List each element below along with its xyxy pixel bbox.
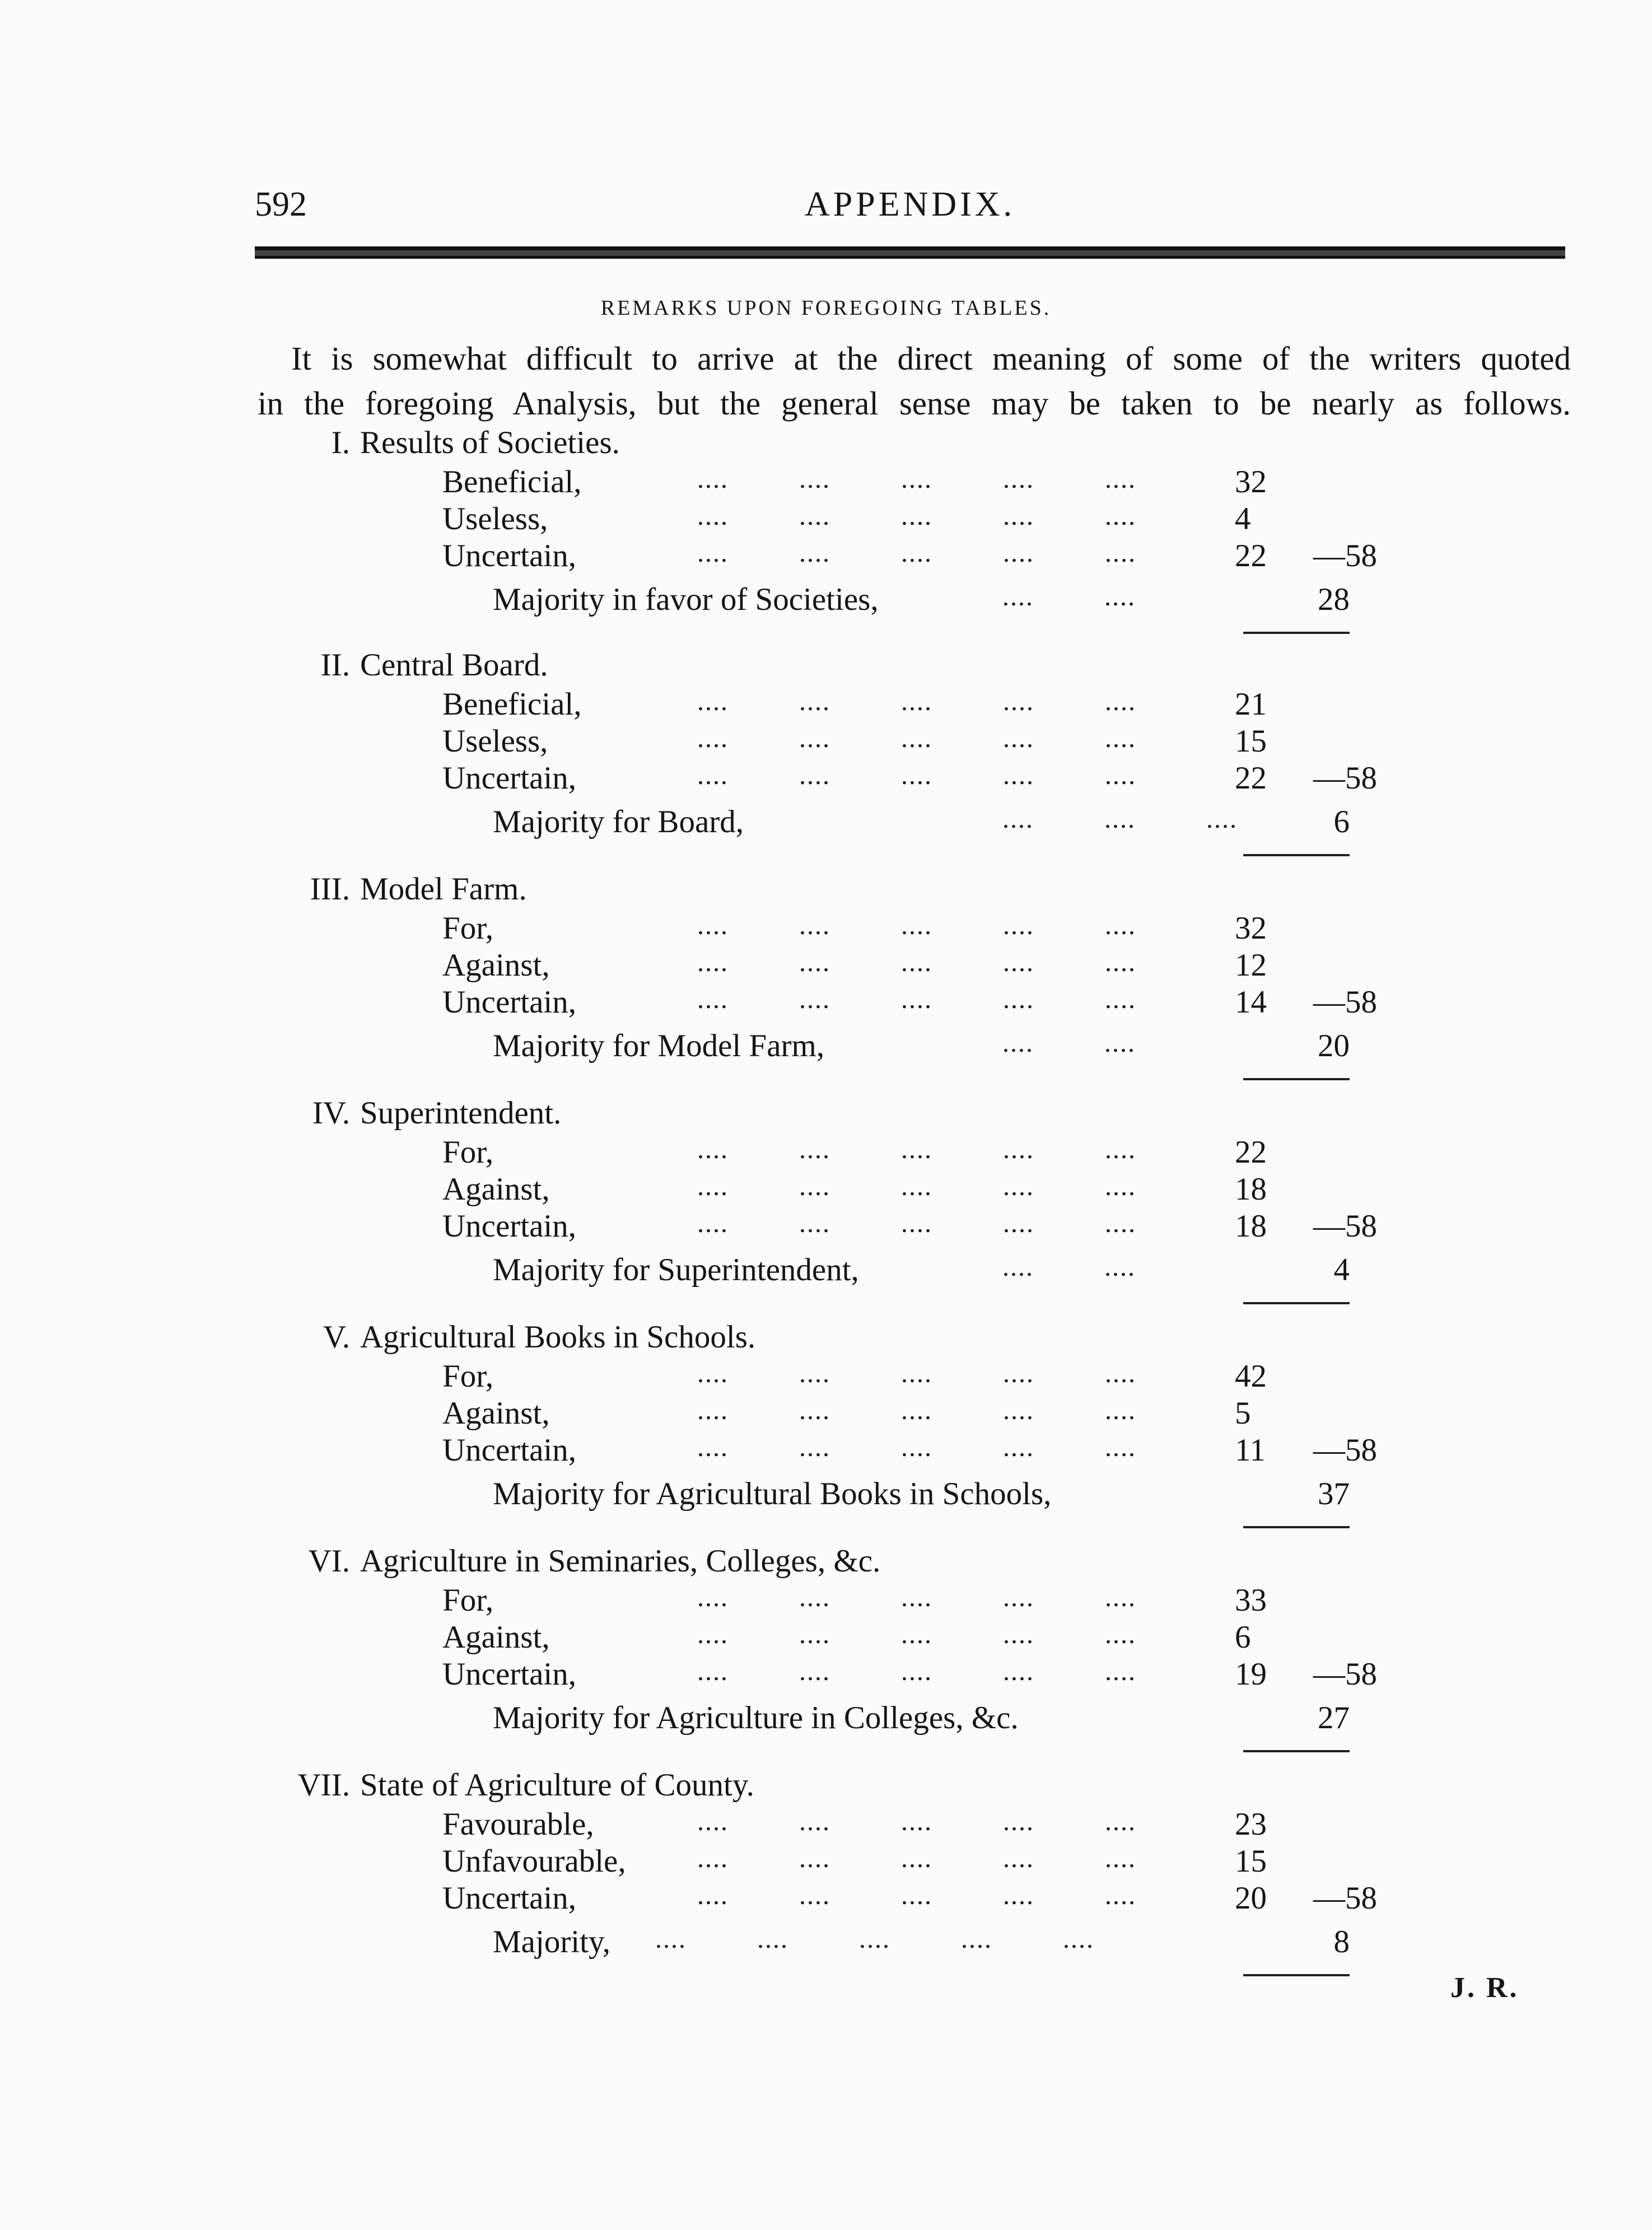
tally-label: For, [442, 1359, 494, 1394]
intro-line-2: in the foregoing Analysis, but the general sense may be taken to be nearly as follows. [258, 385, 1571, 422]
leader-dots: .... .... .... .... .... [697, 1844, 1136, 1873]
tally-value: 14 [1235, 985, 1267, 1020]
leader-dots: .... .... .... .... .... [697, 948, 1136, 977]
tally-label: Against, [442, 1620, 550, 1655]
tally-value: 22 [1235, 538, 1267, 573]
majority-value: 4 [1333, 1252, 1350, 1287]
tally-label: Beneficial, [442, 687, 582, 722]
leader-dots: .... .... .... .... .... [697, 501, 1136, 531]
intro-paragraph [258, 336, 1571, 426]
group-heading [255, 1095, 561, 1131]
majority-value: 27 [1318, 1700, 1350, 1736]
total-rule [1243, 854, 1350, 856]
group-heading [255, 647, 548, 683]
total-rule [1243, 1526, 1350, 1528]
tally-label: Against, [442, 1396, 550, 1431]
leader-dots: .... .... .... .... .... [697, 687, 1136, 716]
tally-row [0, 910, 1652, 950]
tally-value: 23 [1235, 1807, 1267, 1842]
header-rule [255, 246, 1565, 259]
tally-label: Favourable, [442, 1807, 594, 1842]
tally-value: 5 [1235, 1396, 1251, 1431]
tally-row [0, 464, 1652, 504]
tally-value: 33 [1235, 1583, 1267, 1618]
tally-value: 21 [1235, 687, 1267, 722]
majority-row [0, 1924, 1652, 1964]
leader-dots: .... .... .... .... .... [697, 1433, 1136, 1462]
tally-row [0, 1208, 1652, 1248]
majority-row [0, 1252, 1652, 1292]
leader-dots: .... .... .... .... .... [697, 1172, 1136, 1201]
total-rule [1243, 632, 1350, 634]
page-header [255, 185, 1565, 241]
tally-value: 18 [1235, 1209, 1267, 1244]
leader-dots: .... .... .... .... .... [697, 1881, 1136, 1910]
majority-label: Majority for Agriculture in Colleges, &c. [493, 1700, 1019, 1736]
tally-value: 6 [1235, 1620, 1251, 1655]
page-number: 592 [255, 185, 307, 223]
leader-dots: .... .... [1002, 1028, 1136, 1058]
leader-dots: .... .... .... .... .... [697, 464, 1136, 494]
tally-row [0, 1171, 1652, 1211]
leader-dots: .... .... .... .... .... [697, 761, 1136, 790]
tally-total: —58 [1313, 985, 1377, 1020]
tally-row [0, 984, 1652, 1024]
group-title: Model Farm. [360, 871, 527, 907]
tally-row [0, 1582, 1652, 1622]
leader-dots: .... .... .... [1002, 804, 1238, 834]
tally-total: —58 [1313, 538, 1377, 573]
total-rule [1243, 1974, 1350, 1976]
leader-dots: .... .... .... .... .... [697, 1396, 1136, 1425]
tally-row [0, 686, 1652, 726]
leader-dots: .... .... .... .... .... [697, 1359, 1136, 1388]
leader-dots: .... .... .... .... .... [697, 538, 1136, 568]
tally-row [0, 1843, 1652, 1883]
tally-value: 22 [1235, 761, 1267, 796]
tally-total: —58 [1313, 761, 1377, 796]
leader-dots: .... .... [1002, 582, 1136, 612]
tally-label: Unfavourable, [442, 1844, 626, 1879]
majority-label: Majority for Superintendent, [493, 1252, 859, 1287]
majority-label: Majority, [493, 1924, 611, 1960]
majority-value: 8 [1333, 1924, 1350, 1960]
group-numeral: V. [323, 1319, 350, 1355]
tally-total: —58 [1313, 1433, 1377, 1468]
tally-label: Uncertain, [442, 538, 576, 573]
tally-value: 42 [1235, 1359, 1267, 1394]
majority-row [0, 1700, 1652, 1740]
tally-label: Useless, [442, 724, 548, 759]
majority-row [0, 804, 1652, 844]
group-title: Agricultural Books in Schools. [360, 1319, 756, 1355]
group-title: Results of Societies. [360, 425, 620, 460]
tally-value: 19 [1235, 1657, 1267, 1692]
group-title: Central Board. [360, 647, 548, 683]
majority-value: 6 [1333, 804, 1350, 839]
tally-row [0, 1880, 1652, 1920]
tally-value: 11 [1235, 1433, 1266, 1468]
leader-dots: .... .... .... .... .... [697, 724, 1136, 753]
tally-label: For, [442, 1583, 494, 1618]
group-numeral: IV. [312, 1095, 350, 1131]
tally-label: Uncertain, [442, 1209, 576, 1244]
tally-value: 18 [1235, 1172, 1267, 1207]
intro-line-1: It is somewhat difficult to arrive at the direct meaning of some of the writers quoted [291, 340, 1571, 377]
section-title: REMARKS UPON FOREGOING TABLES. [600, 296, 1052, 320]
tally-label: For, [442, 911, 494, 946]
tally-label: Uncertain, [442, 1881, 576, 1916]
tally-row [0, 1806, 1652, 1846]
group-title: State of Agriculture of County. [360, 1767, 754, 1803]
tally-label: Uncertain, [442, 1657, 576, 1692]
majority-row [0, 1476, 1652, 1516]
tally-label: Beneficial, [442, 464, 582, 500]
tally-total: —58 [1313, 1657, 1377, 1692]
tally-label: For, [442, 1135, 494, 1170]
tally-row [0, 1358, 1652, 1398]
group-numeral: I. [331, 425, 350, 460]
group-numeral: VI. [308, 1543, 350, 1579]
running-title: APPENDIX. [804, 185, 1016, 223]
signature: J. R. [1450, 1972, 1519, 2004]
group-title: Superintendent. [360, 1095, 562, 1131]
tally-label: Uncertain, [442, 1433, 576, 1468]
group-heading [255, 871, 527, 907]
tally-row [0, 1134, 1652, 1174]
leader-dots: .... .... .... .... .... [697, 1807, 1136, 1836]
total-rule [1243, 1302, 1350, 1304]
leader-dots: .... .... .... .... .... [697, 985, 1136, 1014]
leader-dots: .... .... .... .... .... [697, 1583, 1136, 1612]
tally-row [0, 1656, 1652, 1696]
tally-label: Uncertain, [442, 985, 576, 1020]
tally-label: Useless, [442, 501, 548, 536]
tally-row [0, 1395, 1652, 1435]
tally-value: 15 [1235, 1844, 1267, 1879]
total-rule [1243, 1750, 1350, 1752]
leader-dots: .... .... .... .... .... [655, 1924, 1094, 1954]
group-title: Agriculture in Seminaries, Colleges, &c. [360, 1543, 881, 1579]
leader-dots: .... .... .... .... .... [697, 911, 1136, 940]
tally-row [0, 1432, 1652, 1472]
majority-row [0, 581, 1652, 622]
majority-value: 20 [1318, 1028, 1350, 1063]
tally-value: 32 [1235, 911, 1267, 946]
tally-value: 20 [1235, 1881, 1267, 1916]
majority-label: Majority for Board, [493, 804, 744, 839]
majority-label: Majority for Model Farm, [493, 1028, 825, 1063]
tally-row [0, 538, 1652, 578]
group-numeral: VII. [297, 1767, 350, 1803]
majority-label: Majority for Agricultural Books in Schools, [493, 1476, 1052, 1511]
majority-label: Majority in favor of Societies, [493, 582, 879, 617]
tally-row [0, 501, 1652, 541]
group-heading [255, 1767, 754, 1803]
majority-row [0, 1028, 1652, 1068]
tally-total: —58 [1313, 1209, 1377, 1244]
group-heading [255, 424, 620, 461]
tally-value: 32 [1235, 464, 1267, 500]
tally-value: 4 [1235, 501, 1251, 536]
tally-row [0, 1619, 1652, 1659]
tally-value: 12 [1235, 948, 1267, 983]
tally-row [0, 723, 1652, 763]
leader-dots: .... .... .... .... .... [697, 1657, 1136, 1686]
majority-value: 37 [1318, 1476, 1350, 1511]
tally-label: Uncertain, [442, 761, 576, 796]
group-numeral: II. [320, 647, 350, 683]
tally-total: —58 [1313, 1881, 1377, 1916]
tally-row [0, 947, 1652, 987]
group-heading [255, 1319, 755, 1355]
tally-row [0, 760, 1652, 800]
leader-dots: .... .... [1002, 1252, 1136, 1282]
tally-label: Against, [442, 1172, 550, 1207]
leader-dots: .... .... .... .... .... [697, 1209, 1136, 1238]
leader-dots: .... .... .... .... .... [697, 1620, 1136, 1649]
total-rule [1243, 1078, 1350, 1080]
group-heading [255, 1543, 880, 1579]
leader-dots: .... .... .... .... .... [697, 1135, 1136, 1164]
group-numeral: III. [310, 871, 350, 907]
tally-value: 22 [1235, 1135, 1267, 1170]
majority-value: 28 [1318, 582, 1350, 617]
tally-label: Against, [442, 948, 550, 983]
tally-value: 15 [1235, 724, 1267, 759]
